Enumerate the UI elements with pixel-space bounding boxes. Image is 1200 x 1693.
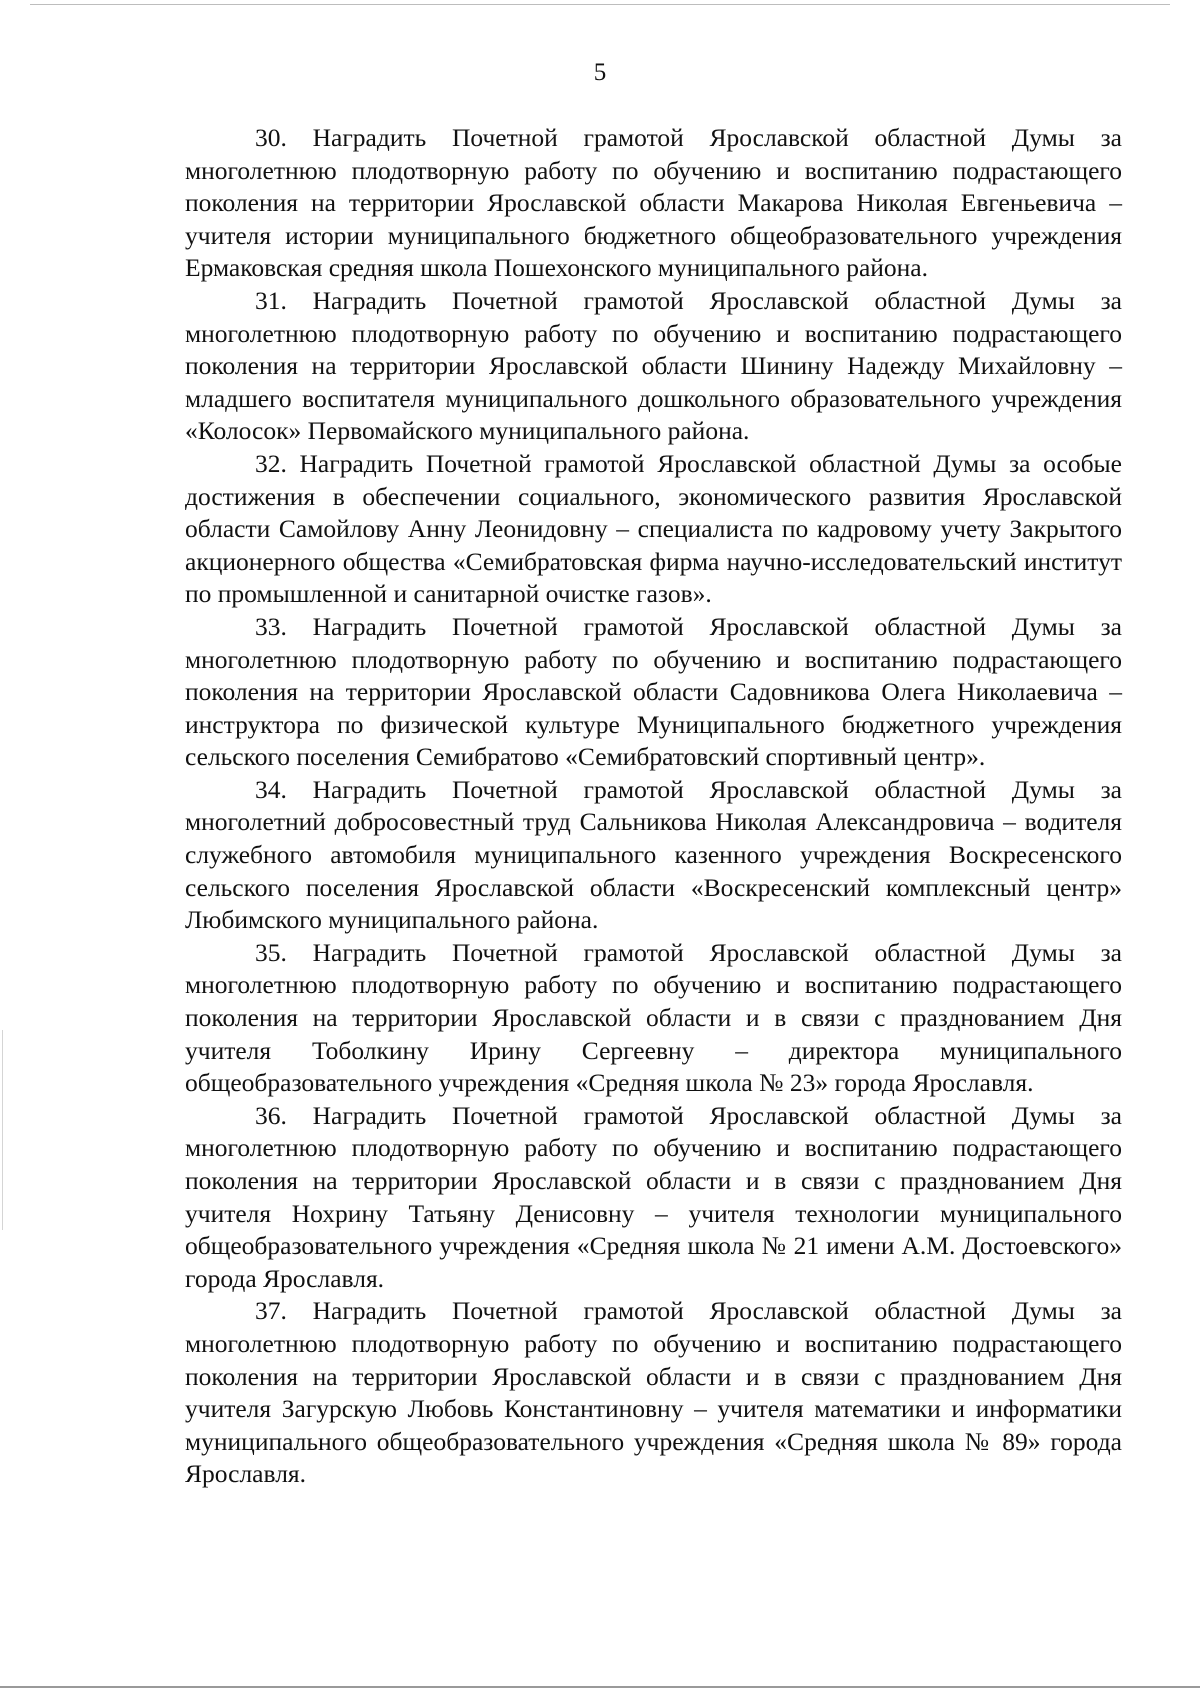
- scan-edge-left: [2, 1030, 3, 1230]
- paragraph-item-30: 30. Наградить Почетной грамотой Ярославской областной Думы за многолетнюю плодотворную работу по обучению и воспитанию подрастающего поколения на территории Ярославской области Макарова Николая Евгеньевича – учителя истории муниципального бюджетного общеобразовательного учреждения Ермаковская средняя школа Пошехонского муниципального района.: [185, 123, 1122, 283]
- scan-edge-bottom: [0, 1686, 1200, 1688]
- paragraph-item-36: 36. Наградить Почетной грамотой Ярославской областной Думы за многолетнюю плодотворную работу по обучению и воспитанию подрастающего поколения на территории Ярославской области и в связи с празднованием Дня учителя Нохрину Татьяну Денисовну – учителя технологии муниципального общеобразовательного учреждения «Средняя школа № 21 имени А.М. Достоевского» города Ярославля.: [185, 1100, 1122, 1293]
- paragraph-item-32: 32. Наградить Почетной грамотой Ярославской областной Думы за особые достижения в обеспечении социального, экономического развития Ярославской области Самойлову Анну Леонидовну – специалиста по кадровому учету Закрытого акционерного общества «Семибратовская фирма научно-исследовательский институт по промышленной и санитарной очистке газов».: [185, 448, 1122, 609]
- paragraph-item-37: 37. Наградить Почетной грамотой Ярославской областной Думы за многолетнюю плодотворную работу по обучению и воспитанию подрастающего поколения на территории Ярославской области и в связи с празднованием Дня учителя Загурскую Любовь Константиновну – учителя математики и информатики муниципального общеобразовательного учреждения «Средняя школа № 89» города Ярославля.: [185, 1296, 1122, 1489]
- paragraph-item-34: 34. Наградить Почетной грамотой Ярославской областной Думы за многолетний добросовестный труд Сальникова Николая Александровича – водителя служебного автомобиля муниципального казенного учреждения Воскресенского сельского поселения Ярославской области «Воскресенский комплексный центр» Любимского муниципального района.: [185, 774, 1122, 935]
- page-number: 5: [593, 59, 607, 86]
- scan-edge-top: [30, 4, 1170, 5]
- document-body: [185, 122, 1122, 1491]
- paragraph-item-31: 31. Наградить Почетной грамотой Ярославской областной Думы за многолетнюю плодотворную работу по обучению и воспитанию подрастающего поколения на территории Ярославской области Шинину Надежду Михайловну – младшего воспитателя муниципального дошкольного образовательного учреждения «Колосок» Первомайского муниципального района.: [185, 285, 1122, 446]
- paragraph-item-33: 33. Наградить Почетной грамотой Ярославской областной Думы за многолетнюю плодотворную работу по обучению и воспитанию подрастающего поколения на территории Ярославской области Садовникова Олега Николаевича – инструктора по физической культуре Муниципального бюджетного учреждения сельского поселения Семибратово «Семибратовский спортивный центр».: [185, 611, 1122, 772]
- paragraph-item-35: 35. Наградить Почетной грамотой Ярославской областной Думы за многолетнюю плодотворную работу по обучению и воспитанию подрастающего поколения на территории Ярославской области и в связи с празднованием Дня учителя Тоболкину Ирину Сергеевну – директора муниципального общеобразовательного учреждения «Средняя школа № 23» города Ярославля.: [185, 937, 1122, 1098]
